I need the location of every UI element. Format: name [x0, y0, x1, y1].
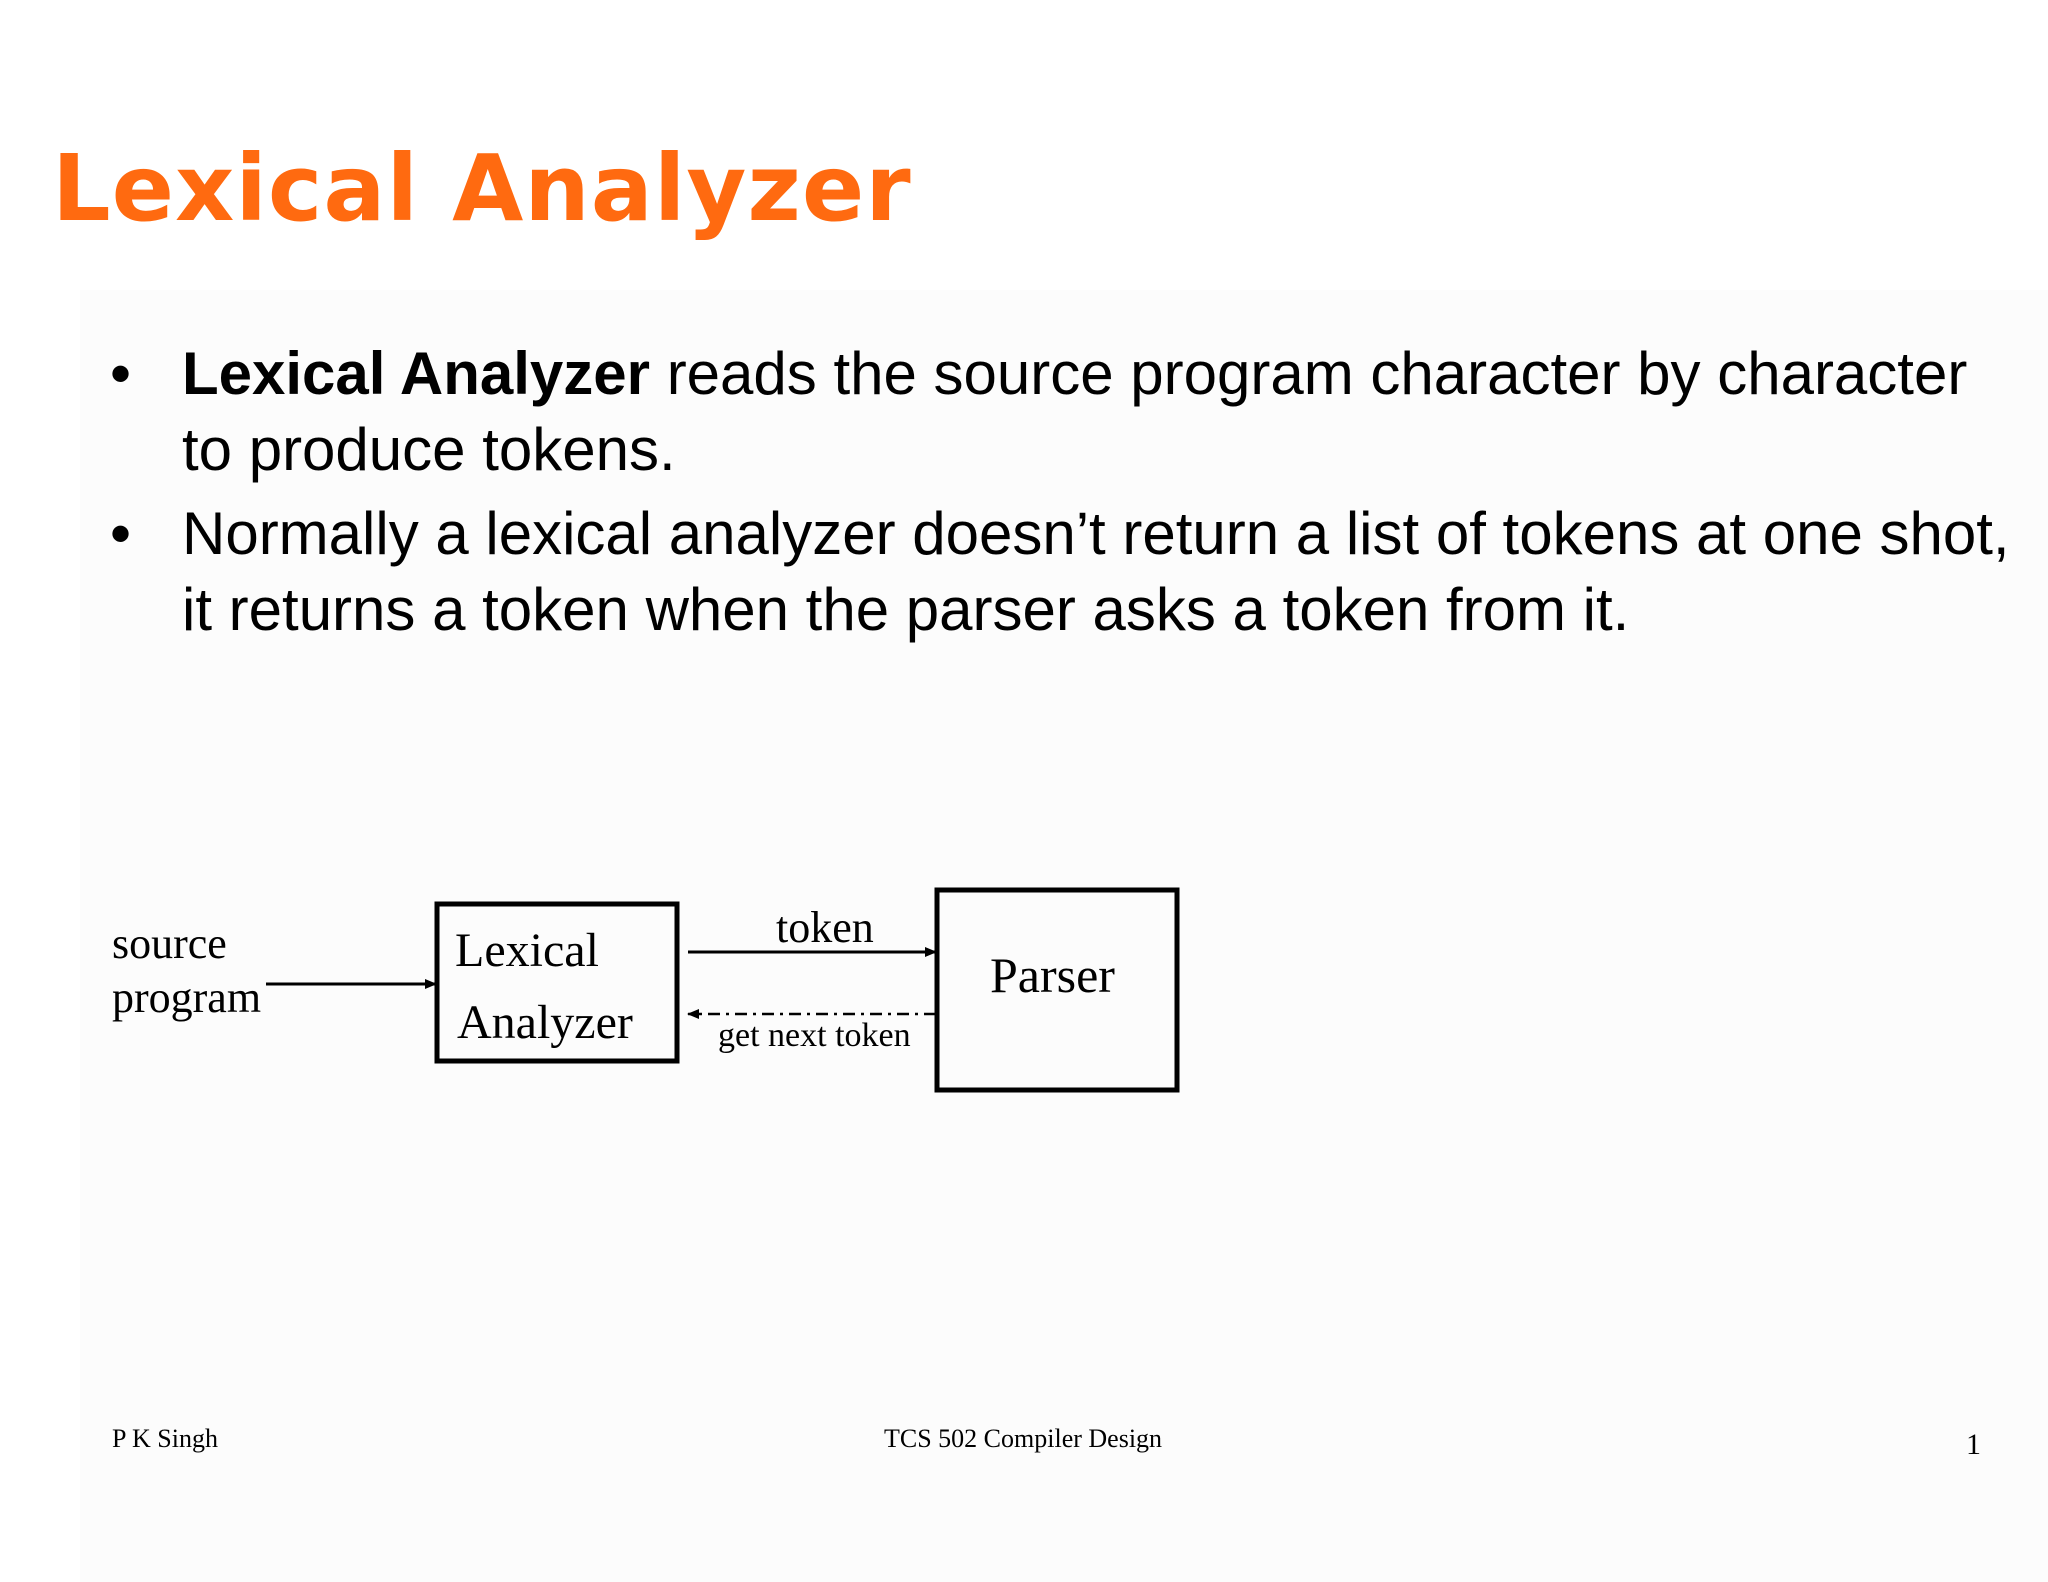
lexical-analyzer-label-line1: Lexical: [455, 924, 599, 977]
footer-course: TCS 502 Compiler Design: [884, 1424, 1163, 1453]
bullet-body: reads the source program character by character to produce tokens.: [182, 340, 1968, 483]
footer-author: P K Singh: [112, 1424, 218, 1453]
bullet-item-1: [110, 336, 2010, 488]
bullet-text: [182, 340, 1967, 483]
bullet-item-2: [110, 496, 2010, 648]
parser-label: Parser: [990, 947, 1115, 1003]
lexical-analyzer-label-line2: Analyzer: [457, 996, 633, 1049]
bullet-marker: •: [110, 500, 132, 567]
get-next-token-label: get next token: [718, 1017, 911, 1054]
source-program-label-line2: program: [112, 973, 262, 1022]
slide-title: Lexical Analyzer: [52, 135, 912, 242]
bullet-marker: •: [110, 340, 132, 407]
footer-page-number: 1: [1966, 1428, 1981, 1461]
bullet-bold-term: Lexical Analyzer: [182, 340, 651, 407]
bullet-body: Normally a lexical analyzer doesn’t return a list of tokens at one shot, it returns a token when the parser asks a token from it.: [182, 500, 2010, 643]
source-program-label-line1: source: [112, 919, 227, 968]
bullet-list: [110, 336, 2010, 656]
token-label: token: [776, 903, 874, 952]
bullet-text: [182, 500, 2010, 643]
